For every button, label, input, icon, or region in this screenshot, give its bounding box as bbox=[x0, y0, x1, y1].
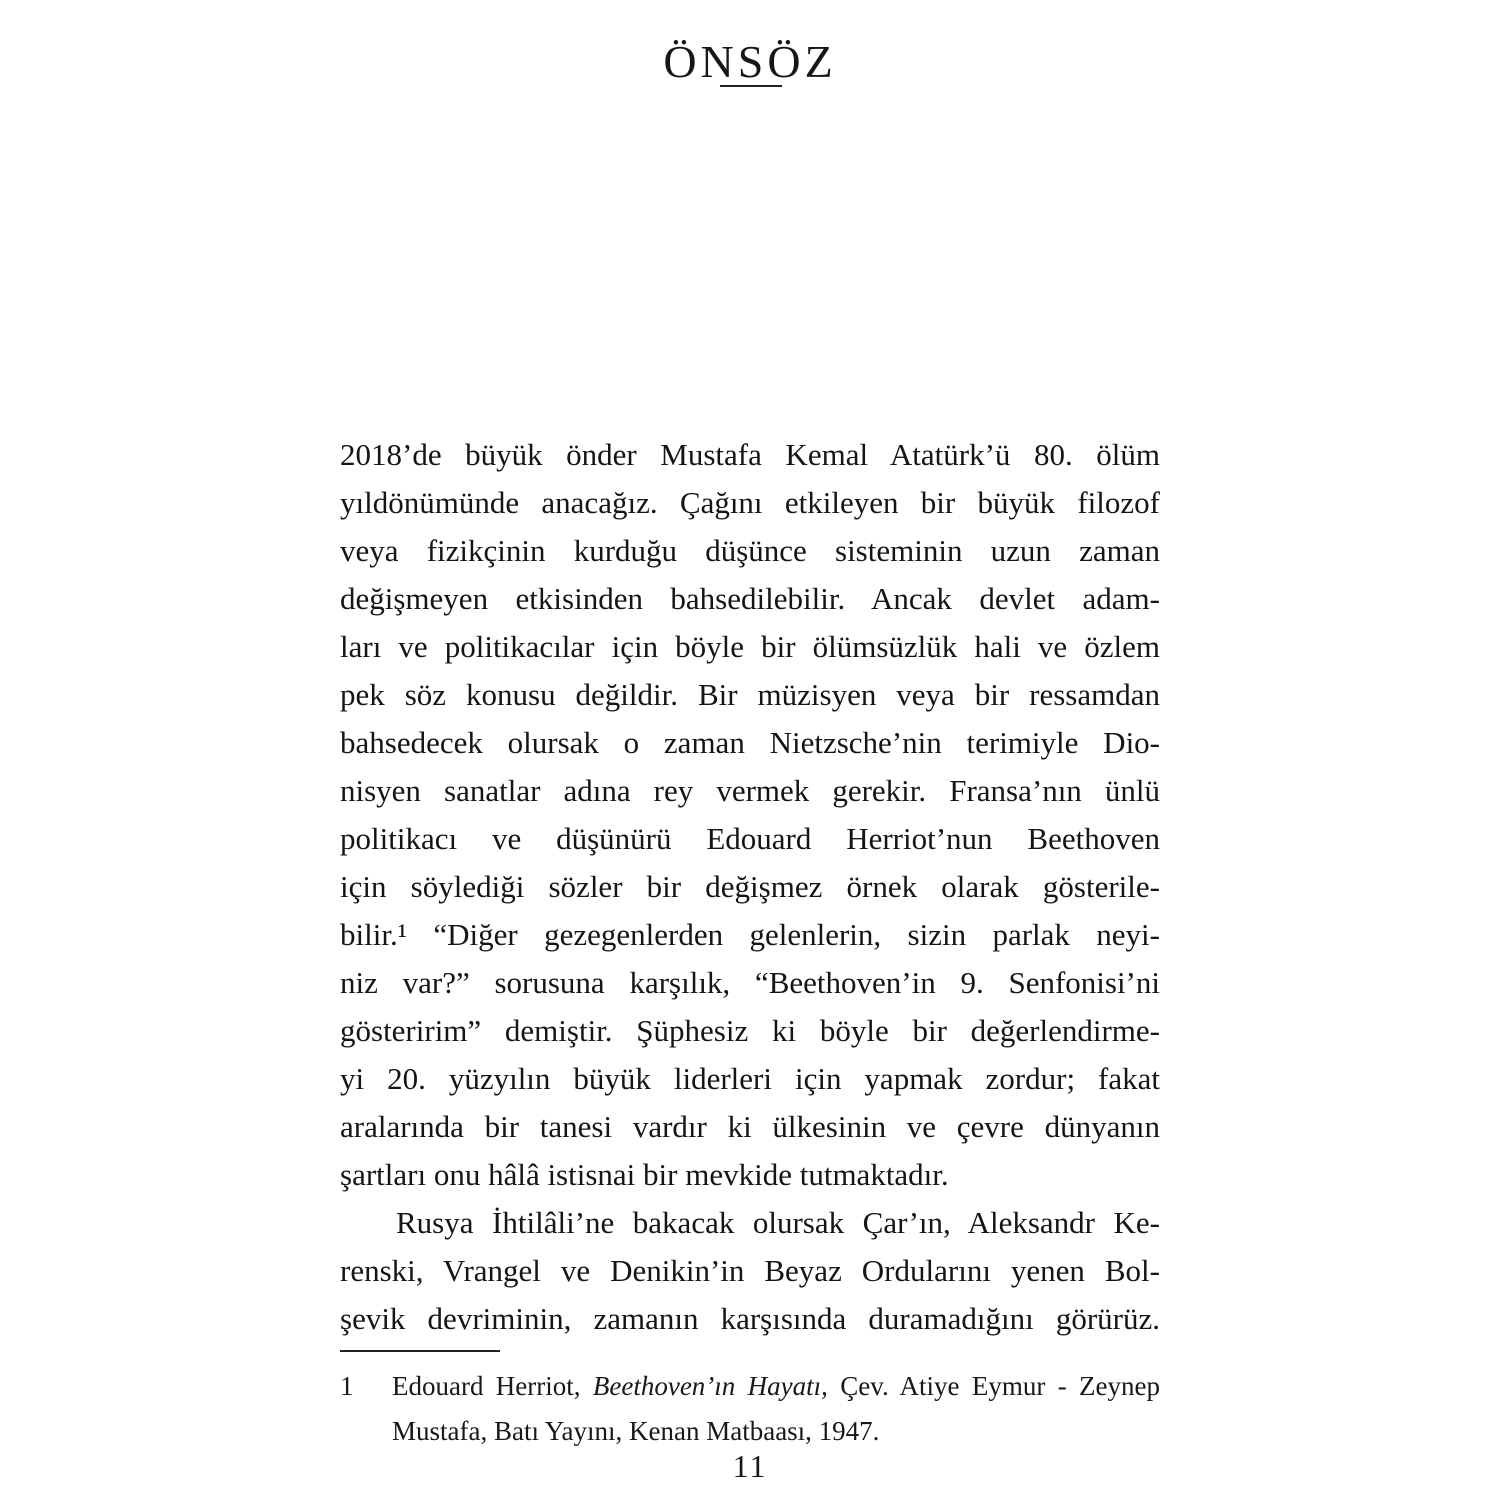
body-line: şartları onu hâlâ istisnai bir mevkide tutmaktadır. bbox=[340, 1157, 949, 1192]
page-number: 11 bbox=[732, 1448, 768, 1484]
body-text bbox=[340, 431, 1160, 1343]
body-line: gösteririm” demiştir. Şüphesiz ki böyle bir değerlendirme- bbox=[340, 1013, 1160, 1048]
body-line: nisyen sanatlar adına rey vermek gerekir. Fransa’nın ünlü bbox=[340, 773, 1160, 808]
body-line: renski, Vrangel ve Denikin’in Beyaz Ordularını yenen Bol- bbox=[340, 1253, 1160, 1288]
body-line: 2018’de büyük önder Mustafa Kemal Atatürk’ü 80. ölüm bbox=[340, 437, 1160, 472]
footnote-book-title: Beethoven’ın Hayatı bbox=[592, 1371, 822, 1401]
body-line: değişmeyen etkisinden bahsedilebilir. Ancak devlet adam- bbox=[340, 581, 1160, 616]
footnote-line: Mustafa, Batı Yayını, Kenan Matbaası, 1947. bbox=[392, 1416, 880, 1446]
body-line: yıldönümünde anacağız. Çağını etkileyen bir büyük filozof bbox=[340, 485, 1160, 520]
body-line: politikacı ve düşünürü Edouard Herriot’nun Beethoven bbox=[340, 821, 1160, 856]
body-line: veya fizikçinin kurduğu düşünce sisteminin uzun zaman bbox=[340, 533, 1160, 568]
body-line: şevik devriminin, zamanın karşısında duramadığını görürüz. bbox=[340, 1301, 1160, 1336]
body-line: niz var?” sorusuna karşılık, “Beethoven’in 9. Senfonisi’ni bbox=[340, 965, 1160, 1000]
body-line: Rusya İhtilâli’ne bakacak olursak Çar’ın, Aleksandr Ke- bbox=[396, 1205, 1160, 1240]
body-line: pek söz konusu değildir. Bir müzisyen veya bir ressamdan bbox=[340, 677, 1160, 712]
footnote-line bbox=[392, 1364, 1160, 1409]
title-divider bbox=[720, 85, 782, 87]
body-line: bilir.¹ “Diğer gezegenlerden gelenlerin, sizin parlak neyi- bbox=[340, 917, 1160, 952]
footnote bbox=[340, 1350, 1160, 1454]
footnote-marker: 1 bbox=[340, 1371, 354, 1401]
footnote-text-pre: Edouard Herriot, bbox=[392, 1371, 593, 1401]
body-line: için söylediği sözler bir değişmez örnek olarak gösterile- bbox=[340, 869, 1160, 904]
footnote-separator bbox=[340, 1350, 500, 1352]
body-line: yi 20. yüzyılın büyük liderleri için yapmak zordur; fakat bbox=[340, 1061, 1160, 1096]
footnote-text-post: , Çev. Atiye Eymur - Zeynep bbox=[821, 1371, 1160, 1401]
footnote-item bbox=[340, 1364, 1160, 1454]
body-line: ları ve politikacılar için böyle bir ölümsüzlük hali ve özlem bbox=[340, 629, 1160, 664]
body-line: bahsedecek olursak o zaman Nietzsche’nin terimiyle Dio- bbox=[340, 725, 1160, 760]
page-title: ÖNSÖZ bbox=[663, 35, 837, 87]
body-line: aralarında bir tanesi vardır ki ülkesinin ve çevre dünyanın bbox=[340, 1109, 1160, 1144]
